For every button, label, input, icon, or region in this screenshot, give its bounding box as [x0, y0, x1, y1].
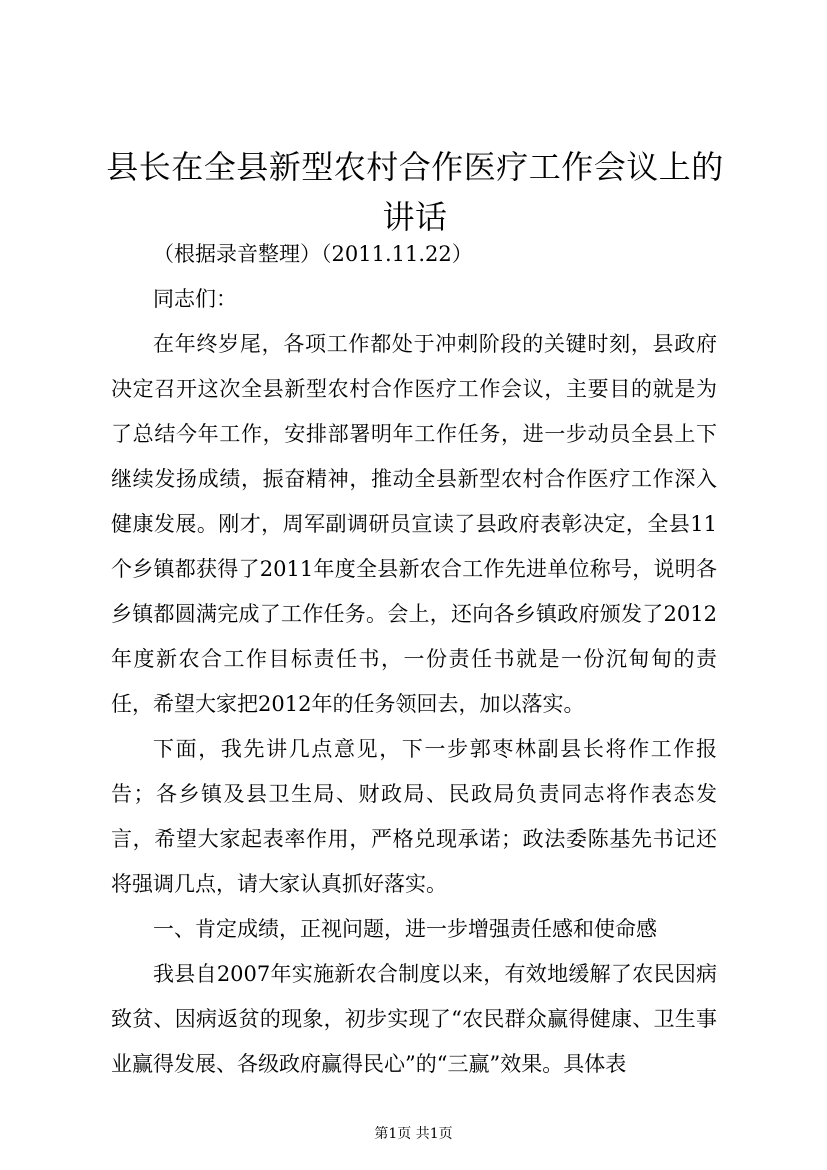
body-paragraph: 我县自2007年实施新农合制度以来，有效地缓解了农民因病致贫、因病返贫的现象，初步实现了“农民群众赢得健康、卫生事业赢得发展、各级政府赢得民心”的“三赢”效果。具体表: [111, 962, 717, 1076]
salutation: 同志们：: [153, 287, 237, 311]
document-body: [111, 232, 717, 1087]
body-paragraph: 在年终岁尾，各项工作都处于冲刺阶段的关键时刻，县政府决定召开这次全县新型农村合作医疗工作会议，主要目的就是为了总结今年工作，安排部署明年工作任务，进一步动员全县上下继续发扬成绩，振奋精神，推动全县新型农村合作医疗工作深入健康发展。刚才，周军副调研员宣读了县政府表彰决定，全县11个乡镇都获得了2011年度全县新农合工作先进单位称号，说明各乡镇都圆满完成了工作任务。会上，还向各乡镇政府颁发了2012年度新农合工作目标责任书，一份责任书就是一份沉甸甸的责任，希望大家把2012年的任务领回去，加以落实。: [111, 332, 717, 716]
document-title: 县长在全县新型农村合作医疗工作会议上的讲话: [106, 148, 724, 236]
body-paragraph: 下面，我先讲几点意见，下一步郭枣林副县长将作工作报告；各乡镇及县卫生局、财政局、民政局负责同志将作表态发言，希望大家起表率作用，严格兑现承诺；政法委陈基先书记还将强调几点，请大家认真抓好落实。: [111, 737, 717, 896]
source-note: （根据录音整理）（2011.11.22）: [153, 242, 473, 266]
page-footer: 第1页 共1页: [374, 1126, 453, 1142]
section-heading: 一、肯定成绩，正视问题，进一步增强责任感和使命感: [153, 917, 657, 941]
